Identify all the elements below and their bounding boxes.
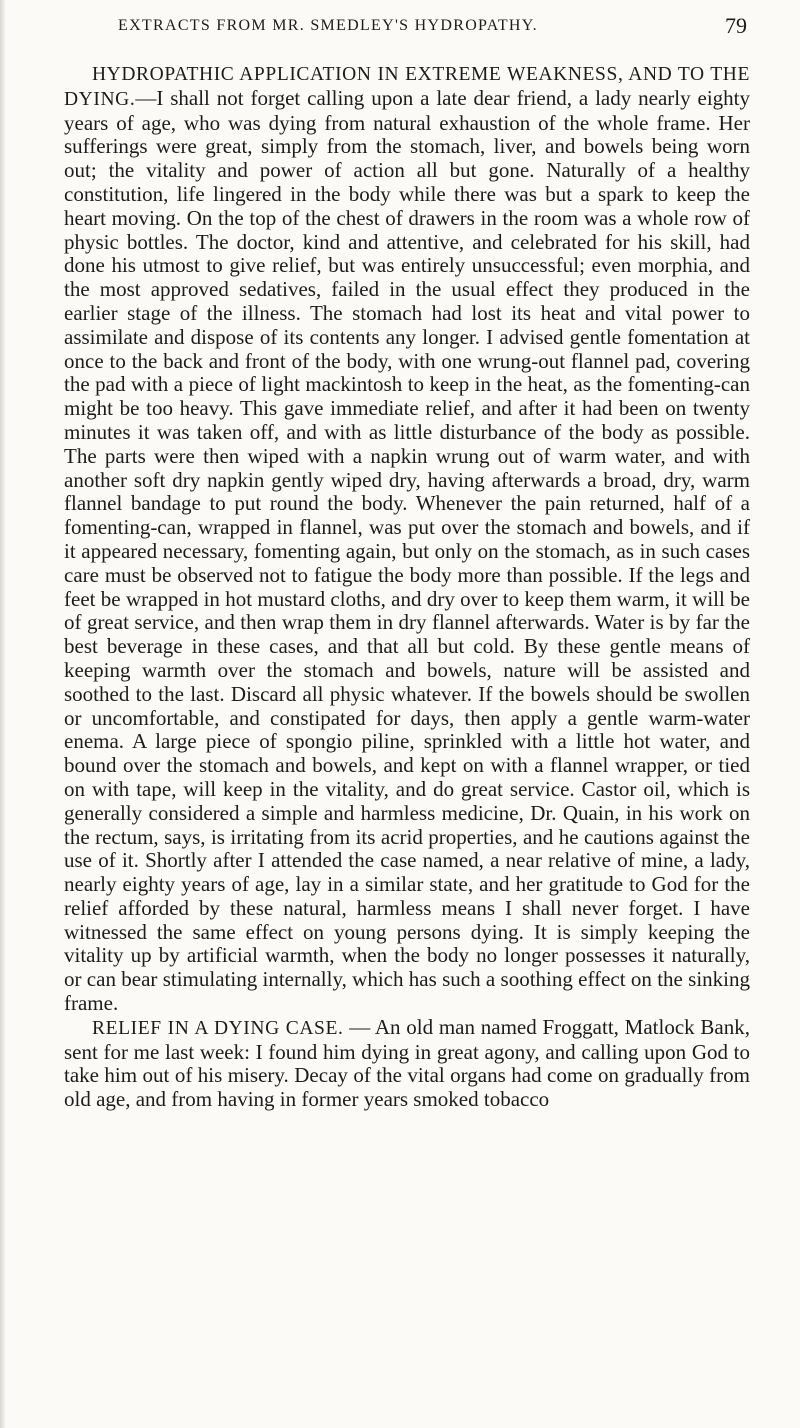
paragraph-text-hydropathic-application: —I shall not forget calling upon a late dear friend, a lady nearly eighty years of age, who was dying from natural exhaustion of the whole frame. Her sufferings were great, simply from the stomach, liver, and bowels being worn out; the vitality and power of action all but gone. Naturally of a healthy constitution, life lingered in the body while there was but a spark to keep the heart moving. On the top of the chest of drawers in the room was a whole row of physic bottles. The doctor, kind and attentive, and celebrated for his skill, had done his utmost to give relief, but was entirely unsuccessful; even morphia, and the most approved sedatives, failed in the usual effect they produced in the earlier stage of the illness. The stomach had lost its heat and vital power to assimilate and dispose of its contents any longer. I advised gentle fomentation at once to the back and front of the body, with one wrung-out flannel pad, covering the pad with a piece of light mackintosh to keep in the heat, as the fomenting-can might be too heavy. This gave immediate relief, and after it had been on twenty minutes it was taken off, and with as little disturbance of the body as possible. The parts were then wiped with a napkin wrung out of warm water, and with another soft dry napkin gently wiped dry, having afterwards a broad, dry, warm flannel bandage to put round the body. Whenever the pain returned, half of a fomenting-can, wrapped in flannel, was put over the stomach and bowels, and if it appeared necessary, fomenting again, but only on the stomach, as in such cases care must be observed not to fatigue the body more than possible. If the legs and feet be wrapped in hot mustard cloths, and dry over to keep them warm, it will be of great service, and then wrap them in dry flannel afterwards. Water is by far the best beverage in these cases, and that all but cold. By these gentle means of keeping warmth over the stomach and bowels, nature will be assisted and soothed to the last. Discard all physic whatever. If the bowels should be swollen or uncomfortable, and constipated for days, then apply a gentle warm-water enema. A large piece of spongio piline, sprinkled with a little hot water, and bound over the stomach and bowels, and kept on with a flannel wrapper, or tied on with tape, will keep in the vitality, and do great service. Castor oil, which is generally considered a simple and harmless medicine, Dr. Quain, in his work on the rectum, says, is irritating from its acrid properties, and he cautions against the use of it. Shortly after I attended the case named, a near relative of mine, a lady, nearly eighty years of age, lay in a similar state, and her gratitude to God for the relief afforded by these natural, harmless means I shall never forget. I have witnessed the same effect on young persons dying. It is simply keeping the vitality up by artificial warmth, when the body no longer possesses it naturally, or can bear stimulating internally, which has such a soothing effect on the sinking frame. [64,85,750,1016]
body-text [64,62,750,1112]
running-header-title: EXTRACTS FROM MR. SMEDLEY'S HYDROPATHY. [118,17,538,34]
running-header [0,13,800,56]
paragraph-hydropathic-application [64,62,750,1016]
section-heading-hydropathic-application: HYDROPATHIC APPLICATION IN EXTREME WEAKNESS, AND TO THE DYING. [64,64,750,110]
page-number: 79 [725,13,747,38]
section-heading-relief-dying-case: RELIEF IN A DYING CASE. [92,1017,344,1039]
page-binding-edge [0,0,6,1428]
paragraph-relief-dying-case [64,1016,750,1112]
paragraph-text-relief-dying-case: — An old man named Froggatt, Matlock Bank, sent for me last week: I found him dying in great agony, and calling upon God to take him out of his misery. Decay of the vital organs had come on gradually from old age, and from having in former years smoked tobacco [64,1014,750,1112]
